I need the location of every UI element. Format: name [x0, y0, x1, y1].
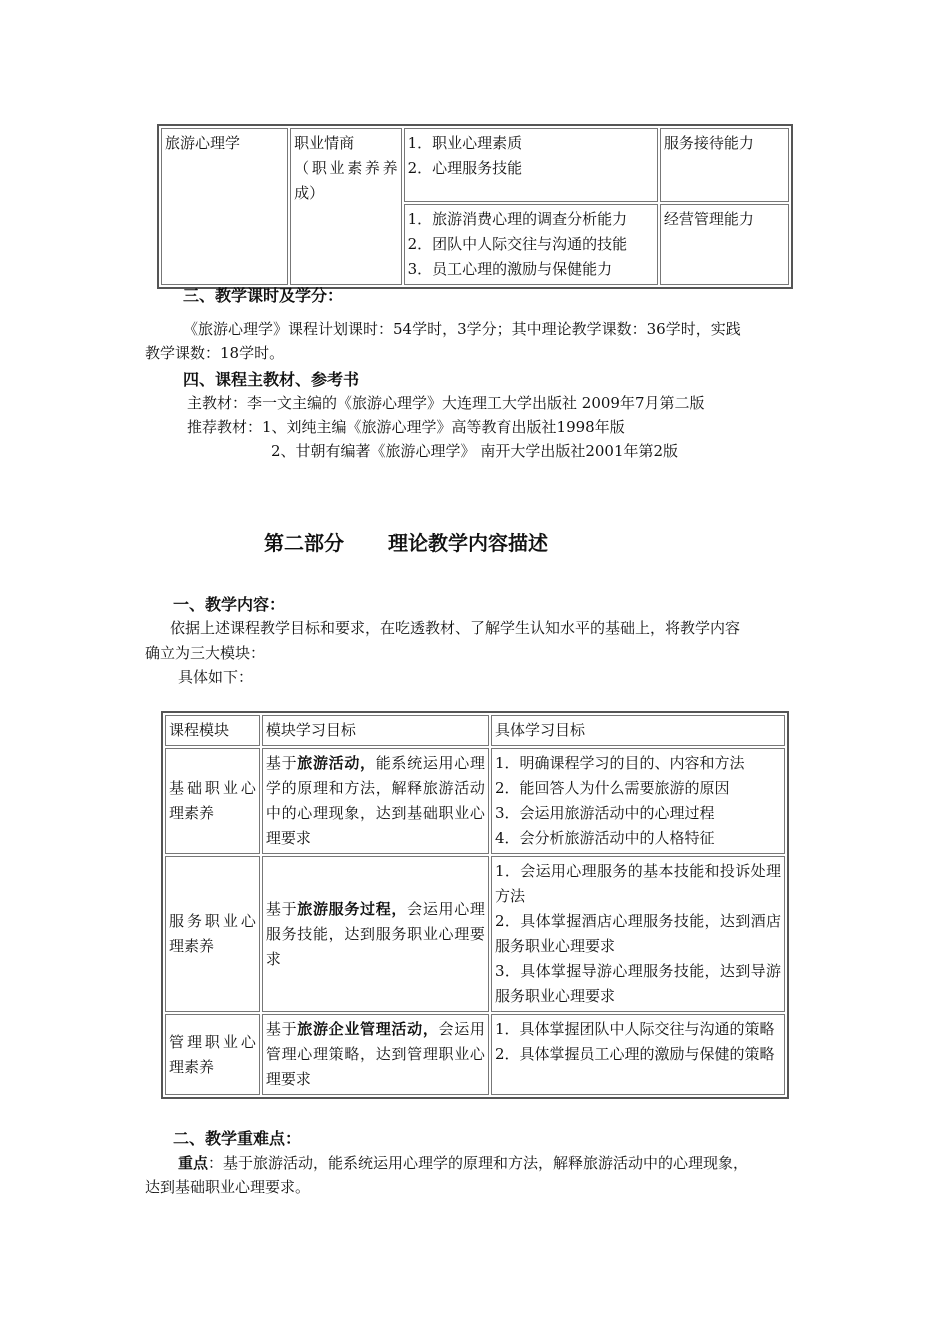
category-sub-label: （职业素养养成） [294, 159, 398, 202]
list-item: 1．具体掌握团队中人际交往与沟通的策略 [494, 1020, 775, 1038]
key-point-text: ：基于旅游活动，能系统运用心理学的原理和方法，解释旅游活动中的心理现象， [208, 1154, 749, 1172]
recommended-book-2: 2、甘朝有编著《旅游心理学》 南开大学出版社2001年第2版 [271, 442, 679, 460]
recommended-book-1: 推荐教材：1、刘纯主编《旅游心理学》高等教育出版社1998年版 [187, 418, 625, 436]
category-label: 职业情商 [294, 134, 355, 152]
goal-post: 会运用管理心理策略，达到管理职业心理要求 [265, 1020, 485, 1088]
table-row [165, 1014, 785, 1095]
row2-ability-cell: 经营管理能力 [660, 204, 789, 285]
module-cell: 基础职业心理素养 [165, 748, 260, 854]
module-cell: 管理职业心理素养 [165, 1014, 260, 1095]
list-item: 3．员工心理的激励与保健能力 [407, 260, 613, 278]
list-item: 2．具体掌握员工心理的激励与保健的策略 [494, 1045, 775, 1063]
module-goal-cell [262, 856, 489, 1012]
list-item: 2．团队中人际交往与沟通的技能 [407, 235, 628, 253]
list-item: 1．会运用心理服务的基本技能和投诉处理方法 [494, 862, 781, 905]
section3-text-line2: 教学课数：18学时。 [145, 344, 285, 362]
list-item: 2．心理服务技能 [407, 159, 523, 177]
goal-pre: 基于 [265, 754, 298, 772]
row1-ability-cell: 服务接待能力 [660, 128, 789, 202]
course-ability-table [157, 124, 793, 289]
header-module: 课程模块 [165, 715, 260, 746]
goal-post: 会运用心理服务技能，达到服务职业心理要求 [265, 899, 485, 968]
module-goal-table [161, 711, 789, 1099]
goal-pre: 基于 [265, 1020, 298, 1038]
section2-heading: 二、教学重难点： [173, 1129, 302, 1148]
goal-bold: 旅游服务过程， [297, 899, 408, 918]
list-item: 2．能回答人为什么需要旅游的原因 [494, 779, 730, 797]
list-item: 1．职业心理素质 [407, 134, 523, 152]
section1-text-line2: 确立为三大模块： [145, 644, 266, 662]
section4-heading: 四、课程主教材、参考书 [183, 370, 360, 389]
row2-items-cell [404, 204, 658, 285]
module-goal-cell [262, 748, 489, 854]
section1-heading: 一、教学内容： [173, 595, 286, 614]
section2-text-line1 [178, 1151, 748, 1175]
section1-text-line1: 依据上述课程教学目标和要求，在吃透教材、了解学生认知水平的基础上，将教学内容 [170, 619, 741, 637]
specific-goal-cell [491, 748, 785, 854]
module-goal-cell [262, 1014, 489, 1095]
section2-text-line2: 达到基础职业心理要求。 [145, 1178, 311, 1196]
part2-title-label: 第二部分 [264, 531, 344, 555]
list-item: 4．会分析旅游活动中的人格特征 [494, 829, 715, 847]
table-row [165, 748, 785, 854]
section3-heading: 三、教学课时及学分： [183, 286, 344, 305]
list-item: 3．会运用旅游活动中的心理过程 [494, 804, 715, 822]
header-specific-goal: 具体学习目标 [491, 715, 785, 746]
table-header-row [165, 715, 785, 746]
goal-bold: 旅游企业管理活动， [297, 1020, 439, 1038]
category-cell [290, 128, 401, 285]
list-item: 2．具体掌握酒店心理服务技能，达到酒店服务职业心理要求 [494, 912, 781, 955]
header-module-goal: 模块学习目标 [262, 715, 489, 746]
specific-goal-cell [491, 1014, 785, 1095]
main-textbook-line: 主教材：李一文主编的《旅游心理学》大连理工大学出版社 2009年7月第二版 [187, 394, 705, 412]
module-cell: 服务职业心理素养 [165, 856, 260, 1012]
row1-items-cell [404, 128, 658, 202]
goal-pre: 基于 [265, 899, 298, 918]
section1-text-line3: 具体如下： [178, 668, 254, 686]
list-item: 1．明确课程学习的目的、内容和方法 [494, 754, 745, 772]
part2-title-text: 理论教学内容描述 [388, 531, 548, 555]
table-row [165, 856, 785, 1012]
list-item: 3．具体掌握导游心理服务技能，达到导游服务职业心理要求 [494, 962, 781, 1005]
goal-post: 能系统运用心理学的原理和方法，解释旅游活动中的心理现象，达到基础职业心理要求 [265, 754, 485, 847]
course-name-cell: 旅游心理学 [161, 128, 288, 285]
key-point-label: 重点 [178, 1154, 209, 1172]
specific-goal-cell [491, 856, 785, 1012]
section3-text-line1: 《旅游心理学》课程计划课时：54学时，3学分；其中理论教学课数：36学时，实践 [183, 320, 741, 338]
list-item: 1．旅游消费心理的调查分析能力 [407, 210, 628, 228]
goal-bold: 旅游活动， [297, 754, 376, 772]
